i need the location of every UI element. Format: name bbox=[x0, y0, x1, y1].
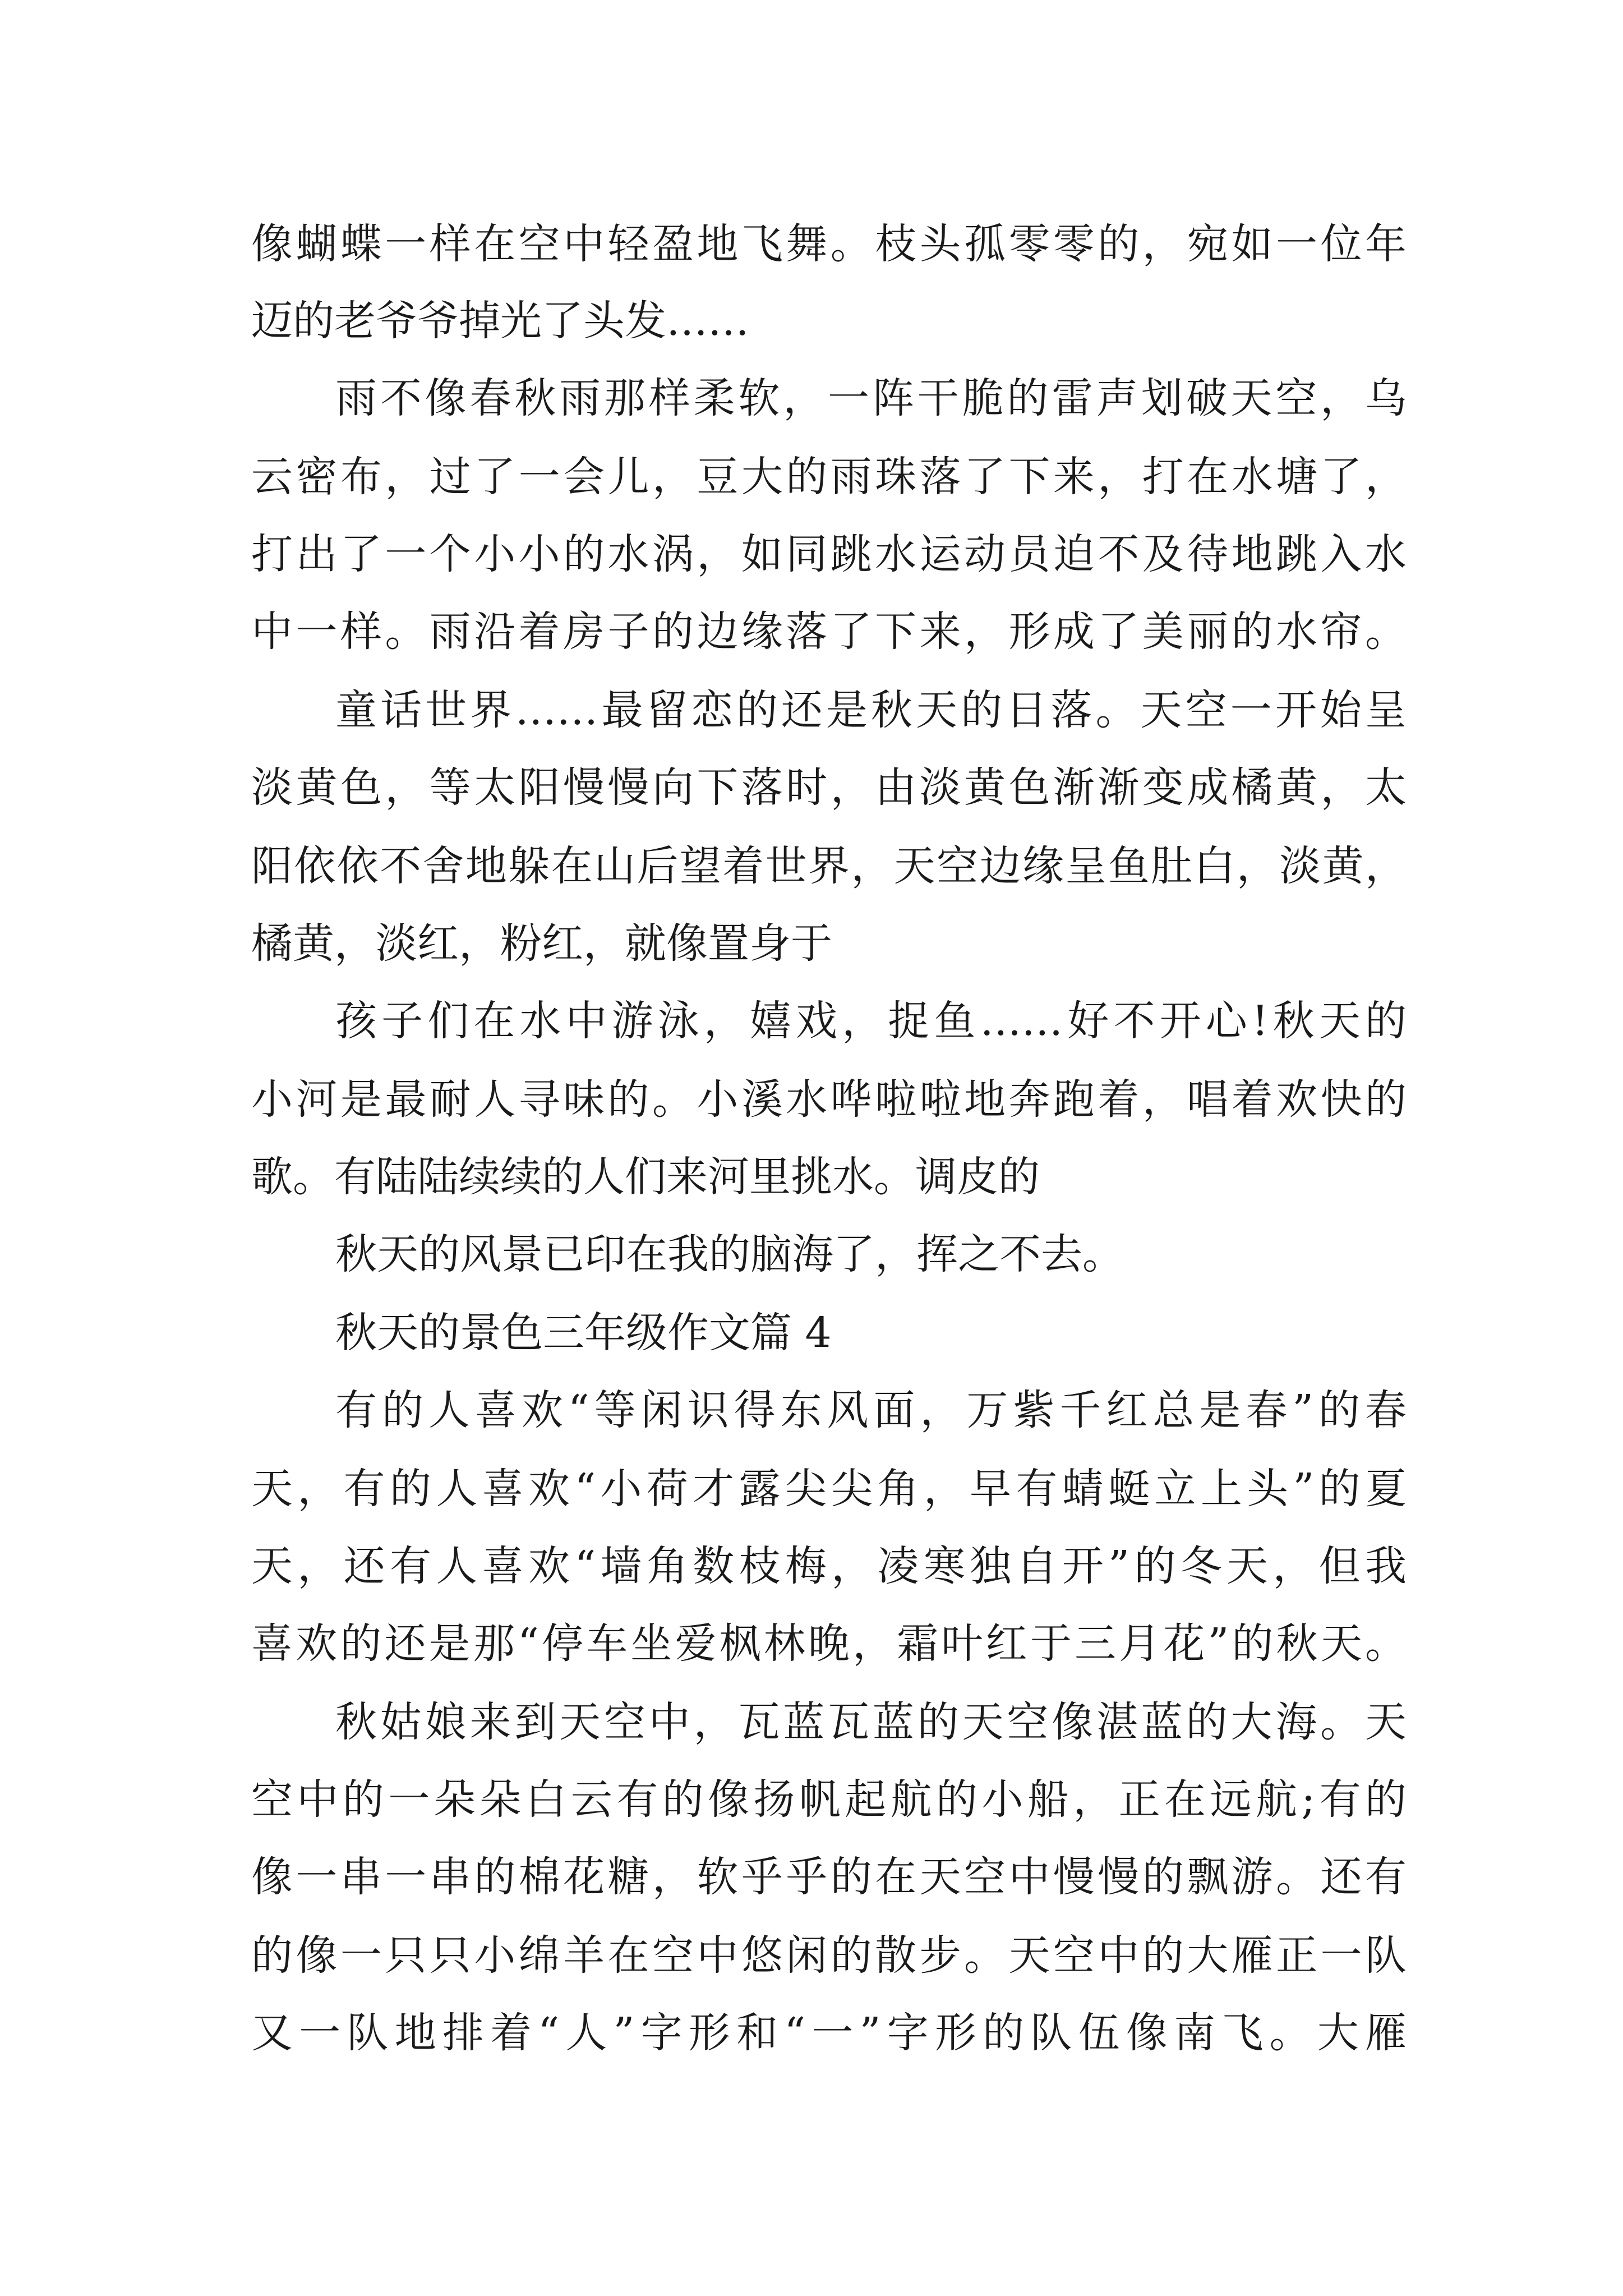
text-line: 阳依依不舍地躲在山后望着世界，天空边缘呈鱼肚白，淡黄， bbox=[251, 842, 1407, 890]
section-heading: 秋天的景色三年级作文篇 4 bbox=[335, 1309, 832, 1357]
text-line: 像蝴蝶一样在空中轻盈地飞舞。枝头孤零零的，宛如一位年 bbox=[251, 220, 1407, 268]
text-line: 像一串一串的棉花糖，软乎乎的在天空中慢慢的飘游。还有 bbox=[251, 1853, 1407, 1901]
paragraph-first-line: 雨不像春秋雨那样柔软，一阵干脆的雷声划破天空，乌 bbox=[335, 374, 1407, 422]
text-line: 歌。有陆陆续续的人们来河里挑水。调皮的 bbox=[251, 1153, 1040, 1201]
text-line: 喜欢的还是那“停车坐爱枫林晚，霜叶红于三月花”的秋天。 bbox=[251, 1619, 1407, 1668]
paragraph-first-line: 秋天的风景已印在我的脑海了，挥之不去。 bbox=[335, 1230, 1124, 1278]
text-line: 天，还有人喜欢“墙角数枝梅，凌寒独自开”的冬天，但我 bbox=[251, 1542, 1407, 1590]
text-line: 空中的一朵朵白云有的像扬帆起航的小船，正在远航;有的 bbox=[251, 1775, 1407, 1824]
paragraph-first-line: 有的人喜欢“等闲识得东风面，万紫千红总是春”的春 bbox=[335, 1386, 1407, 1434]
paragraph-first-line: 童话世界……最留恋的还是秋天的日落。天空一开始呈 bbox=[335, 686, 1407, 734]
text-line: 又一队地排着“人”字形和“一”字形的队伍像南飞。大雁 bbox=[251, 2009, 1407, 2057]
text-line: 橘黄，淡红，粉红，就像置身于 bbox=[251, 919, 832, 968]
text-line: 淡黄色，等太阳慢慢向下落时，由淡黄色渐渐变成橘黄，太 bbox=[251, 763, 1407, 812]
paragraph-first-line: 秋姑娘来到天空中，瓦蓝瓦蓝的天空像湛蓝的大海。天 bbox=[335, 1698, 1407, 1746]
text-line: 天，有的人喜欢“小荷才露尖尖角，早有蜻蜓立上头”的夏 bbox=[251, 1465, 1407, 1513]
paragraph-first-line: 孩子们在水中游泳，嬉戏，捉鱼……好不开心!秋天的 bbox=[335, 997, 1407, 1045]
text-line: 打出了一个小小的水涡，如同跳水运动员迫不及待地跳入水 bbox=[251, 530, 1407, 578]
text-line: 中一样。雨沿着房子的边缘落了下来，形成了美丽的水帘。 bbox=[251, 608, 1407, 656]
text-line: 迈的老爷爷掉光了头发…… bbox=[251, 297, 749, 345]
text-line: 的像一只只小绵羊在空中悠闲的散步。天空中的大雁正一队 bbox=[251, 1931, 1407, 1980]
text-line: 云密布，过了一会儿，豆大的雨珠落了下来，打在水塘了， bbox=[251, 453, 1407, 501]
text-line: 小河是最耐人寻味的。小溪水哗啦啦地奔跑着，唱着欢快的 bbox=[251, 1075, 1407, 1124]
